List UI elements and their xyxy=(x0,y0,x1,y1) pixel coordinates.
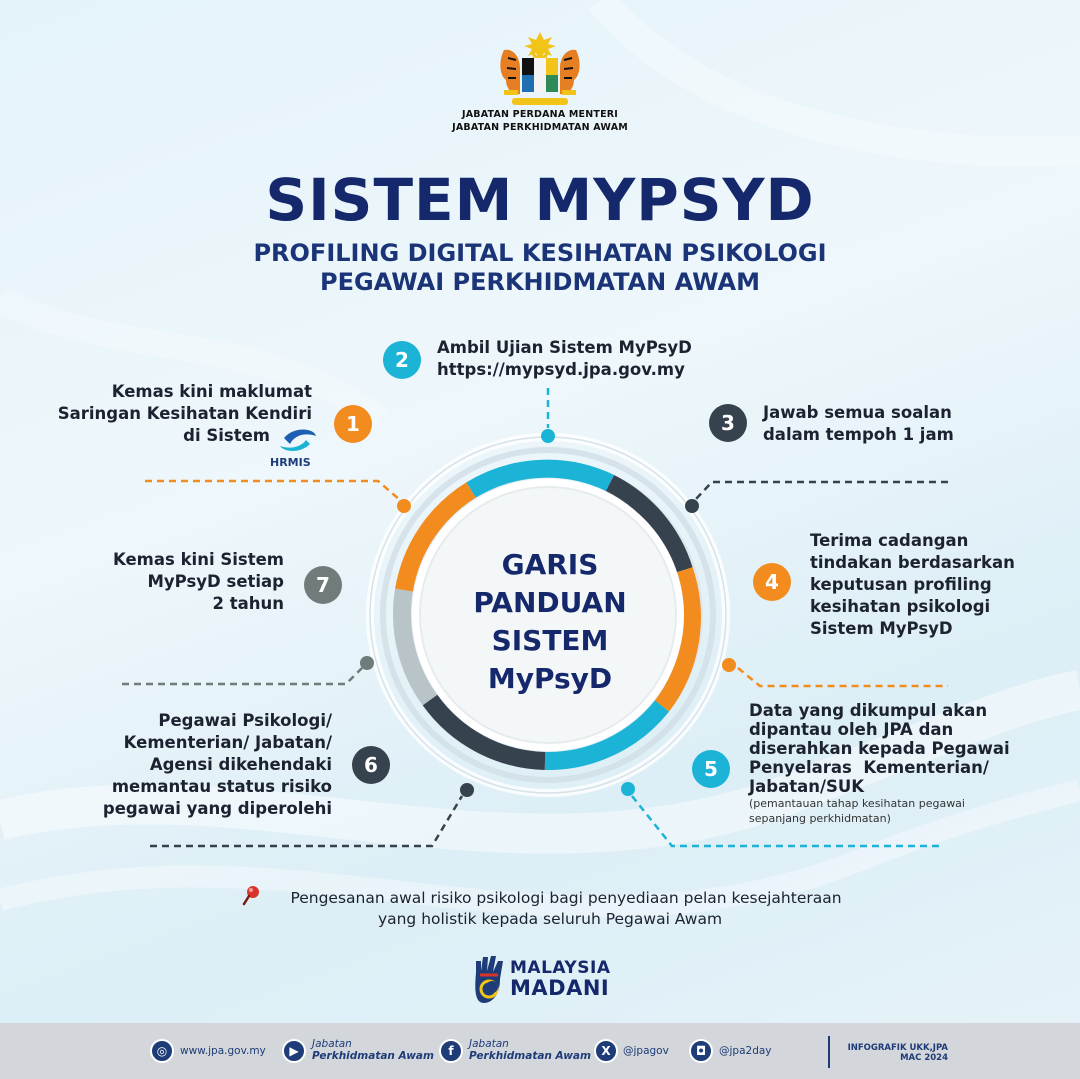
instagram-icon[interactable]: ◘ xyxy=(689,1039,713,1063)
step-4-badge: 4 xyxy=(753,563,791,601)
malaysia-madani-logo xyxy=(472,953,506,1005)
center-line-1: GARIS xyxy=(501,548,599,581)
page-title: SISTEM MYPSYD xyxy=(265,166,815,234)
dot-step-6 xyxy=(460,783,474,797)
infographic-credit: INFOGRAFIK UKK,JPA MAC 2024 xyxy=(847,1043,948,1063)
agency-line-2: JABATAN PERKHIDMATAN AWAM xyxy=(452,122,628,133)
step-4-text: Terima cadangan tindakan berdasarkan keputusan profiling kesihatan psikologi Sistem MyPsyD xyxy=(810,531,1015,638)
step-7-text: Kemas kini Sistem MyPsyD setiap 2 tahun xyxy=(113,550,284,613)
step-1-badge: 1 xyxy=(334,405,372,443)
subtitle-line-2: PEGAWAI PERKHIDMATAN AWAM xyxy=(320,268,760,296)
facebook-link[interactable]: Jabatan Perkhidmatan Awam xyxy=(469,1038,591,1062)
center-label xyxy=(450,546,650,698)
step-5-badge: 5 xyxy=(692,750,730,788)
instagram-link[interactable]: @jpa2day xyxy=(719,1045,772,1057)
center-line-3: SISTEM xyxy=(491,624,609,657)
dot-step-2 xyxy=(541,429,555,443)
step-6-text: Pegawai Psikologi/ Kementerian/ Jabatan/ Agensi dikehendaki memantau status risiko pegawai yang diperolehi xyxy=(102,711,332,818)
brand-word-2: MADANI xyxy=(510,976,610,1000)
step-7-badge: 7 xyxy=(304,566,342,604)
dot-step-7 xyxy=(360,656,374,670)
hrmis-logo xyxy=(270,424,324,470)
connector-step-4 xyxy=(738,668,948,686)
step-3-text: Jawab semua soalan dalam tempoh 1 jam xyxy=(763,403,954,444)
bar-divider xyxy=(828,1036,830,1068)
agency-line-1: JABATAN PERDANA MENTERI xyxy=(461,109,619,120)
step-3-badge: 3 xyxy=(709,404,747,442)
dot-step-1 xyxy=(397,499,411,513)
svg-text:HRMIS: HRMIS xyxy=(270,456,311,469)
facebook-icon[interactable]: f xyxy=(439,1039,463,1063)
connector-step-7 xyxy=(122,668,362,684)
step-6-badge: 6 xyxy=(352,746,390,784)
mypsyd-link[interactable]: https://mypsyd.jpa.gov.my xyxy=(437,360,685,379)
center-line-2: PANDUAN xyxy=(473,586,627,619)
globe-icon[interactable]: ◎ xyxy=(150,1039,174,1063)
dot-step-5 xyxy=(621,782,635,796)
dot-step-4 xyxy=(722,658,736,672)
youtube-icon[interactable]: ▶ xyxy=(282,1039,306,1063)
step-5-text: Data yang dikumpul akan dipantau oleh JPA dan diserahkan kepada Pegawai Penyelaras Kementerian/ Jabatan/SUK (pemantauan tahap kesihatan pegawai sepanjang perkhidmatan) xyxy=(749,701,1010,825)
step-1-text: Kemas kini maklumat Saringan Kesihatan Kendiri di Sistem xyxy=(57,382,312,445)
connector-step-1 xyxy=(145,481,400,500)
step-2-text: Ambil Ujian Sistem MyPsyD https://mypsyd.jpa.gov.my xyxy=(437,337,737,381)
dot-step-3 xyxy=(685,499,699,513)
footer-note: Pengesanan awal risiko psikologi bagi penyediaan pelan kesejahteraan yang holistik kepada seluruh Pegawai Awam xyxy=(290,889,842,928)
connector-step-3 xyxy=(695,482,948,500)
x-icon[interactable]: X xyxy=(594,1039,618,1063)
subtitle-line-1: PROFILING DIGITAL KESIHATAN PSIKOLOGI xyxy=(253,239,827,267)
youtube-link[interactable]: Jabatan Perkhidmatan Awam xyxy=(312,1038,434,1062)
brand-word-1: MALAYSIA xyxy=(510,958,611,978)
center-line-4: MyPsyD xyxy=(487,662,613,695)
website-link[interactable]: www.jpa.gov.my xyxy=(180,1045,266,1057)
step-2-badge: 2 xyxy=(383,341,421,379)
x-link[interactable]: @jpagov xyxy=(623,1045,669,1057)
